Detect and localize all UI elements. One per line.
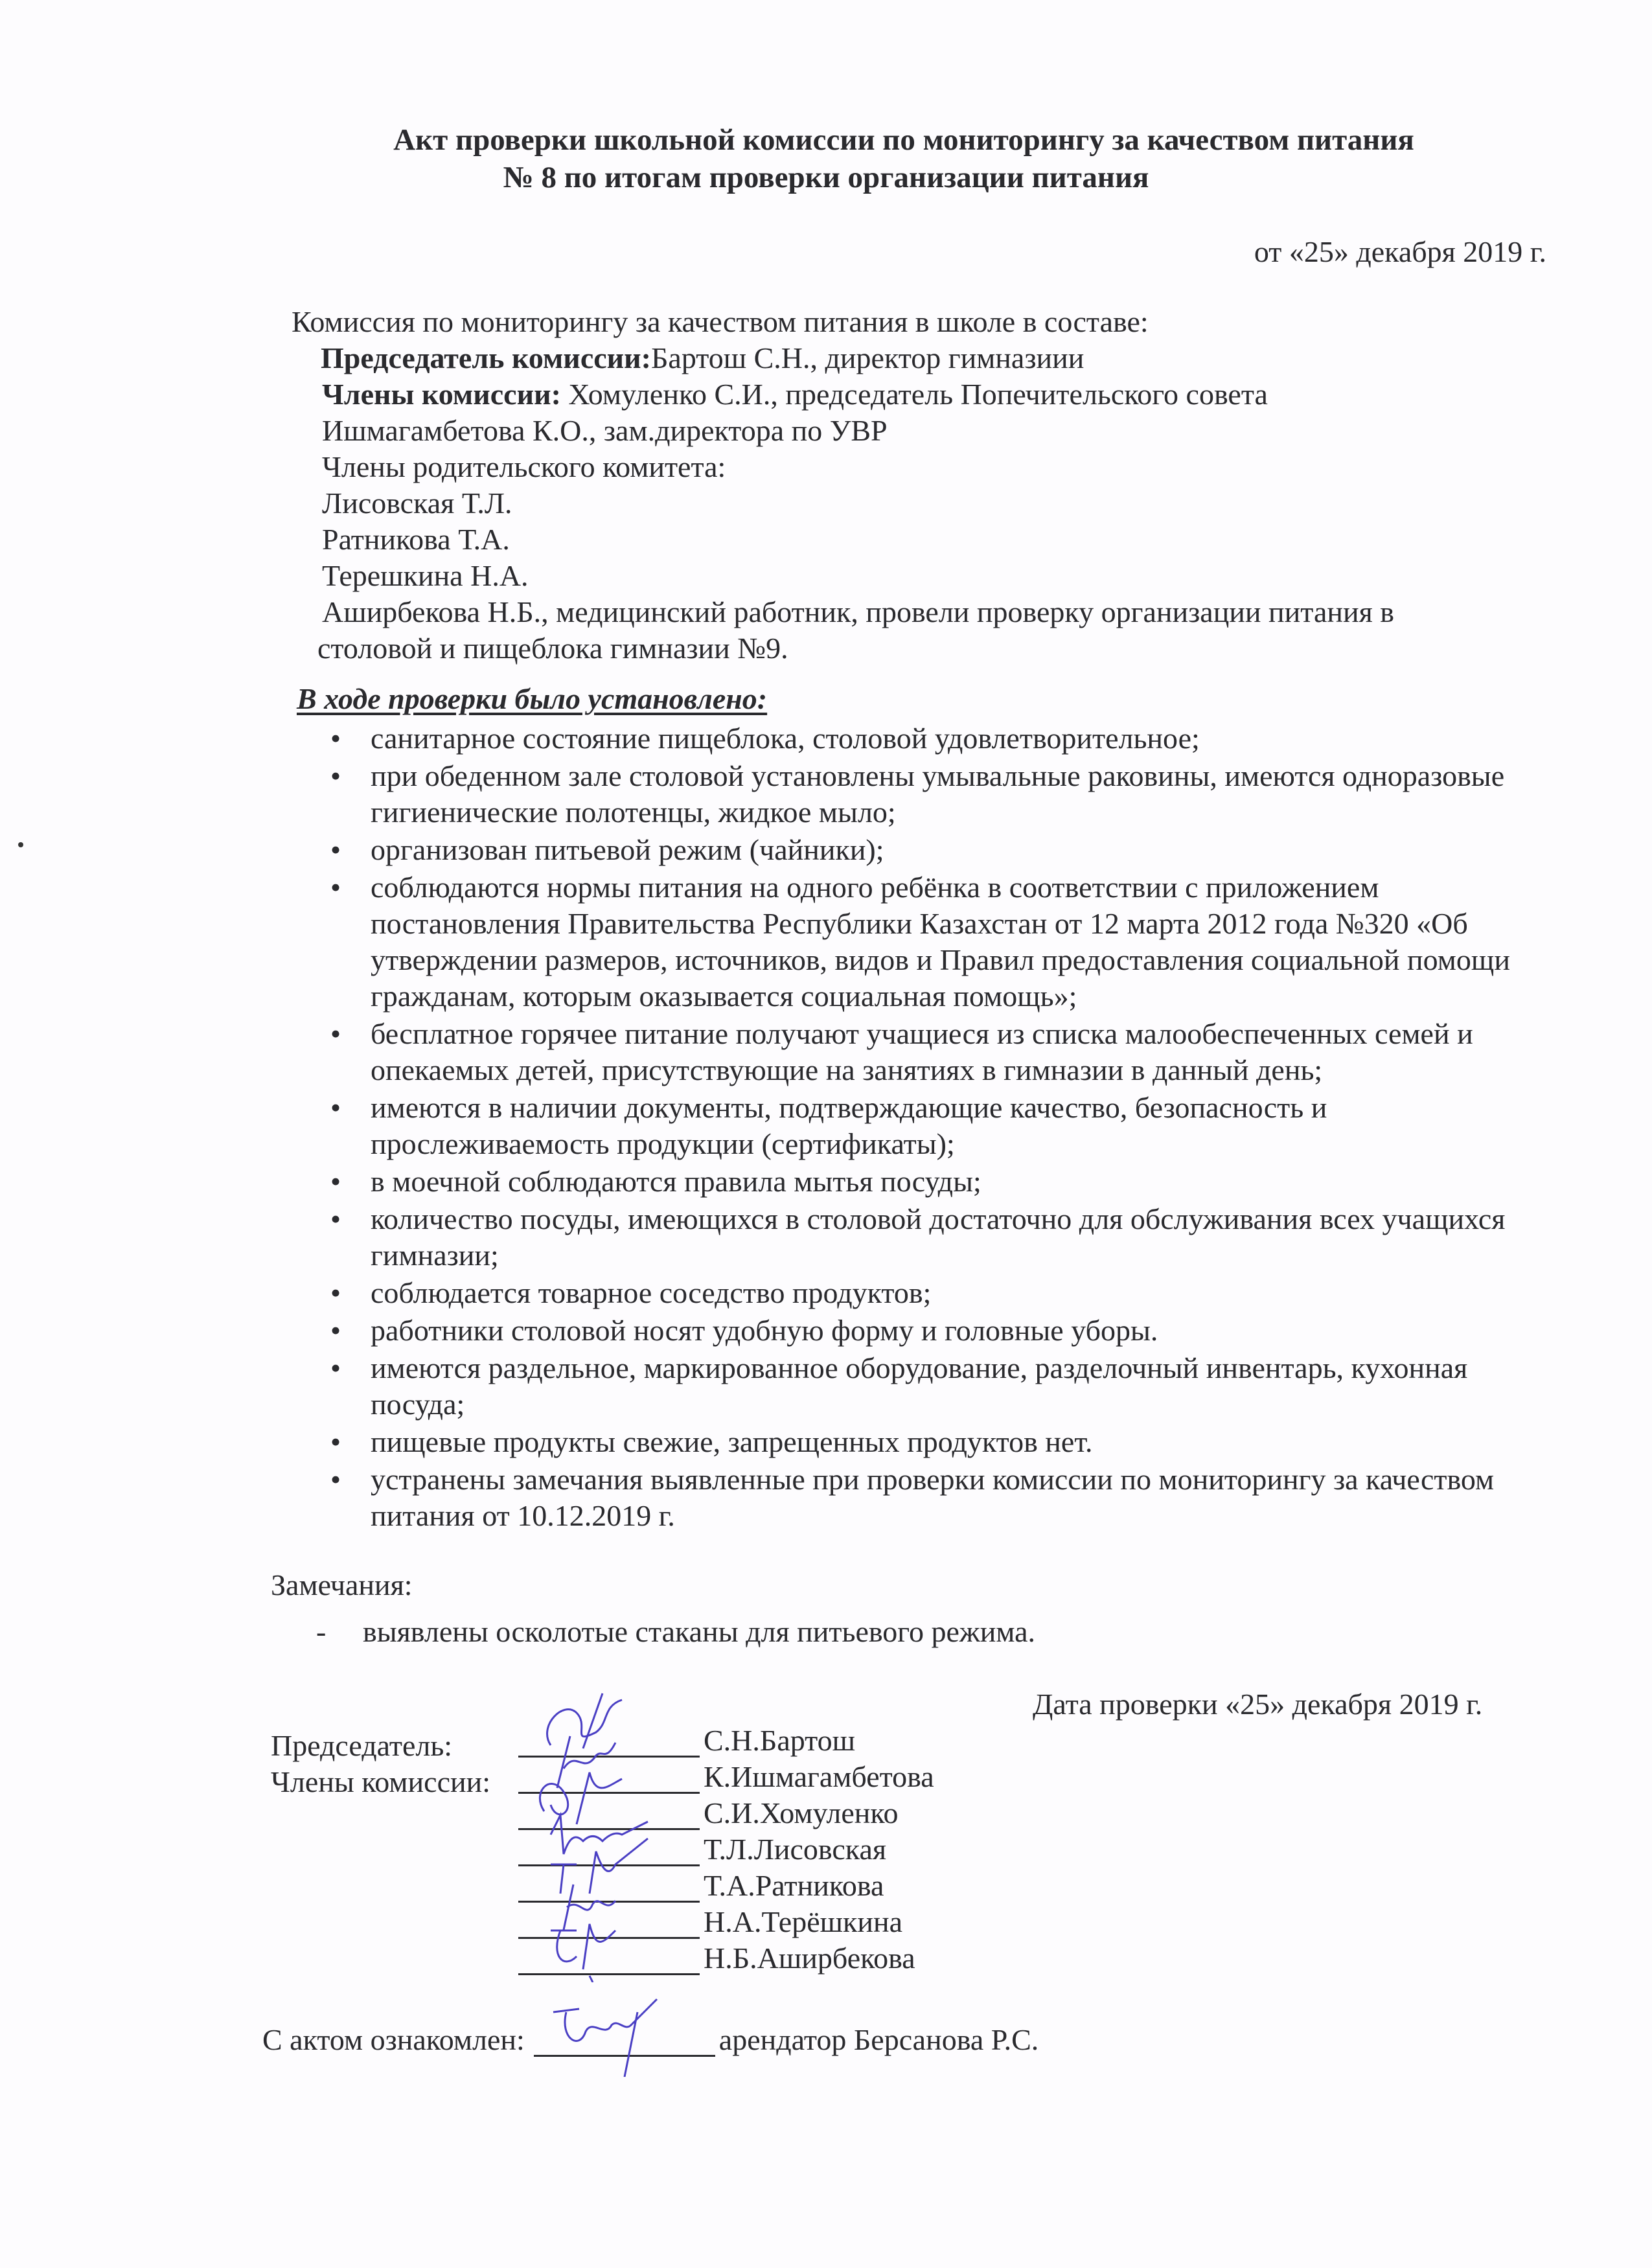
medic-line-1: Аширбекова Н.Б., медицинский работник, провели проверку организации питания в [322,595,1394,628]
finding-item: • работники столовой носят удобную форму и головные уборы. [330,1312,1542,1349]
document-title-line-2: № 8 по итогам проверки организации питания [503,161,1149,194]
signer-name: С.Н.Бартош [704,1724,856,1757]
findings-list [330,720,1542,1535]
finding-item: • бесплатное горячее питание получают учащиеся из списка малообеспеченных семей и опекаемых детей, присутствующие на занятиях в гимназии в данный день; [330,1016,1542,1088]
commission-members [322,377,1268,411]
parents-label: Члены родительского комитета: [322,450,726,483]
finding-item: • имеются раздельное, маркированное оборудование, разделочный инвентарь, кухонная посуда; [330,1350,1542,1423]
commission-member-2: Ишмагамбетова К.О., зам.директора по УВР [322,414,888,447]
chair-value: Бартош С.Н., директор гимназиии [650,341,1084,374]
members-signature-label: Члены комиссии: [271,1765,491,1798]
handwritten-signature-icon [525,1905,654,1982]
chair-label: Председатель комиссии: [321,341,651,374]
signer-name: К.Ишмагамбетова [704,1760,934,1793]
acknowledgement [262,2022,1038,2057]
signature-line [534,2025,715,2057]
finding-item: • при обеденном зале столовой установлены умывальные раковины, имеются одноразовые гигиенические полотенцы, жидкое мыло; [330,758,1542,830]
signer-name: Н.Б.Аширбекова [704,1942,915,1975]
finding-item: • санитарное состояние пищеблока, столовой удовлетворительное; [330,720,1542,757]
document-date: от «25» декабря 2019 г. [1254,235,1546,268]
remark-item [316,1614,1035,1649]
signature-line [518,1943,700,1975]
finding-item: • организован питьевой режим (чайники); [330,832,1542,868]
finding-item: • пищевые продукты свежие, запрещенных продуктов нет. [330,1424,1542,1460]
finding-item: • соблюдаются нормы питания на одного ребёнка в соответствии с приложением постановления Правительства Республики Казахстан от 12 марта 2012 года №320 «Об утверждении размеров, источников, видов и Правил предоставления социальной помощи гражданам, которым оказывается социальная помощь»; [330,869,1542,1014]
parent-1: Лисовская Т.Л. [322,487,512,520]
ack-name: арендатор Берсанова Р.С. [718,2023,1039,2056]
finding-item: • в моечной соблюдаются правила мытья посуды; [330,1163,1542,1200]
members-label: Члены комиссии: [322,378,561,411]
ack-label: С актом ознакомлен: [262,2023,525,2056]
document-title-line-1: Акт проверки школьной комиссии по мониторингу за качеством питания [393,123,1414,157]
check-date: Дата проверки «25» декабря 2019 г. [1033,1688,1483,1721]
dash-marker: - [316,1615,327,1648]
signer-name: Т.Л.Лисовская [704,1833,887,1866]
signature-row [518,1941,915,1975]
finding-item: • соблюдается товарное соседство продуктов; [330,1275,1542,1311]
parent-3: Терешкина Н.А. [322,559,529,592]
signer-name: С.И.Хомуленко [704,1796,899,1829]
remark-text: выявлены осколотые стаканы для питьевого режима. [363,1615,1036,1648]
members-value: Хомуленко С.И., председатель Попечительского совета [560,378,1268,411]
finding-item: • имеются в наличии документы, подтверждающие качество, безопасность и прослеживаемость продукции (сертификаты); [330,1090,1542,1162]
signer-name: Н.А.Терёшкина [704,1905,903,1938]
chair-signature-label: Председатель: [271,1729,453,1762]
finding-item: • устранены замечания выявленные при проверки комиссии по мониторингу за качеством питания от 10.12.2019 г. [330,1461,1542,1534]
parent-2: Ратникова Т.А. [322,523,510,556]
findings-heading: В ходе проверки было установлено: [297,682,768,715]
commission-intro: Комиссия по мониторингу за качеством питания в школе в составе: [292,305,1149,338]
commission-chair [321,341,1084,375]
handwritten-signature-icon [540,1986,696,2077]
signer-name: Т.А.Ратникова [704,1869,884,1902]
scan-speck [18,842,23,847]
finding-item: • количество посуды, имеющихся в столовой достаточно для обслуживания всех учащихся гимназии; [330,1201,1542,1274]
remarks-title: Замечания: [271,1568,413,1601]
medic-line-2: столовой и пищеблока гимназии №9. [317,632,788,665]
